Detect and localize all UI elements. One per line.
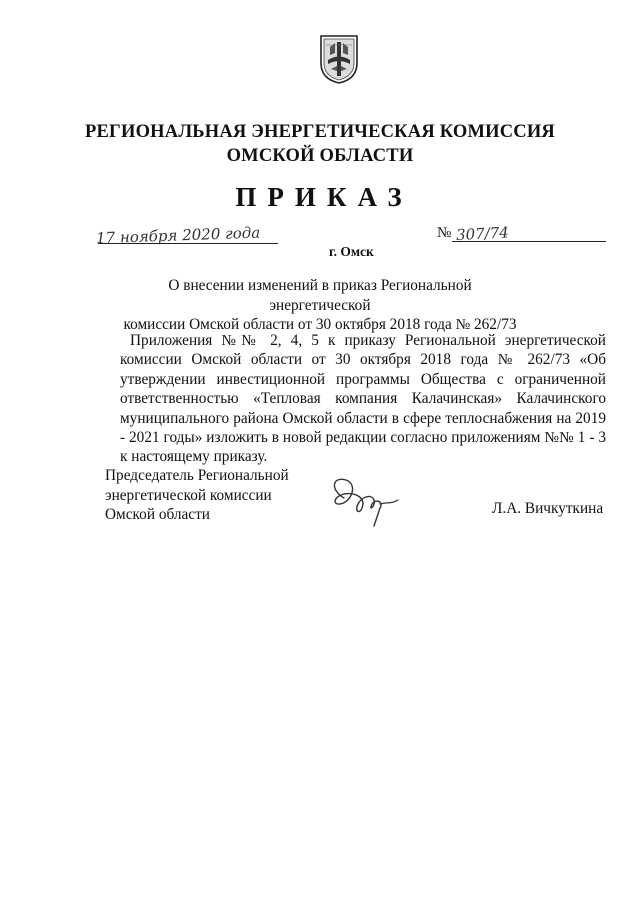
handwritten-date <box>94 222 284 248</box>
coat-of-arms-emblem <box>318 33 360 85</box>
date-text: 17 ноября 2020 года <box>95 223 261 248</box>
position-line-1: Председатель Региональной <box>105 467 289 484</box>
position-line-2: энергетической комиссии <box>105 486 272 504</box>
document-title: ПРИКАЗ <box>235 182 413 212</box>
subject-line-2: комиссии Омской области от 30 октября 2018 года № 262/73 <box>123 316 517 333</box>
signatory-name: Л.А. Вичкуткина <box>492 500 604 517</box>
organization-name: РЕГИОНАЛЬНАЯ ЭНЕРГЕТИЧЕСКАЯ КОМИССИЯ <box>84 122 555 142</box>
signatory-position <box>105 466 305 525</box>
organization-region: ОМСКОЙ ОБЛАСТИ <box>226 146 414 166</box>
number-label: № <box>437 225 452 241</box>
subject-line-1: О внесении изменений в приказ Региональной энергетической <box>168 277 472 314</box>
document-subject <box>120 276 520 335</box>
city-label: г. Омск <box>329 244 374 259</box>
position-line-3: Омской области <box>105 506 210 523</box>
body-paragraph: Приложения №№ 2, 4, 5 к приказу Региональной энергетической комиссии Омской области от 30 октября 2018 года № 262/73 «Об утверждении инвестиционной программы Общества с ограниченной ответственностью «Тепловая компания Калачинская» Калачинского муниципального района Омской области в сфере теплоснабжения на 2019 - 2021 годы» изложить в новой редакции согласно приложениям №№ 1 - 3 к настоящему приказу. <box>120 332 606 466</box>
number-underline <box>452 241 606 242</box>
number-text: 307/74 <box>455 223 510 245</box>
date-underline <box>98 243 278 244</box>
handwritten-signature <box>322 468 412 528</box>
